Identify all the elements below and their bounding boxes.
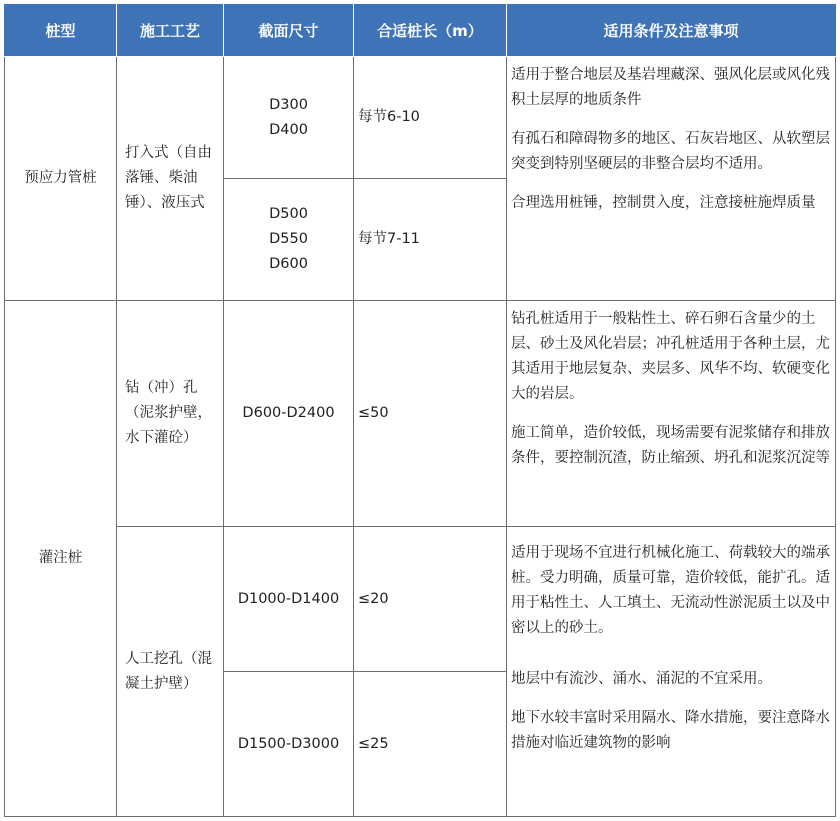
section-cell: D1500-D3000	[224, 672, 354, 817]
section-cell: D1000-D1400	[224, 527, 354, 672]
pile-type-table	[4, 4, 836, 817]
length-cell: ≤50	[354, 301, 507, 527]
pile-type-prestressed: 预应力管桩	[5, 57, 117, 301]
header-pile-type: 桩型	[5, 5, 117, 57]
condition-text: 钻孔桩适用于一般粘性土、碎石卵石含量少的土层、砂土及风化岩层；冲孔桩适用于各种土层，尤其适用于地层复杂、夹层多、风华不均、软硬变化大的岩层。	[511, 311, 830, 402]
section-cell: D600-D2400	[224, 301, 354, 527]
header-row	[5, 5, 836, 57]
table-row	[5, 301, 836, 527]
length-cell: 每节6-10	[354, 57, 507, 179]
condition-text: 施工简单，造价较低，现场需要有泥浆储存和排放条件，要控制沉渣，防止缩颈、坍孔和泥浆沉淀等	[511, 425, 830, 466]
pile-type-cast-in-place: 灌注桩	[5, 301, 117, 817]
section-value: D600	[269, 256, 308, 272]
header-process: 施工工艺	[117, 5, 224, 57]
section-cell	[224, 179, 354, 301]
conditions-cell	[507, 527, 836, 817]
section-value: D300	[269, 96, 308, 113]
length-cell: ≤25	[354, 672, 507, 817]
table-row	[5, 57, 836, 179]
section-value: D500	[269, 206, 308, 222]
section-cell	[224, 57, 354, 179]
conditions-cell	[507, 57, 836, 301]
condition-text: 地层中有流沙、涌水、涌泥的不宜采用。	[511, 671, 772, 687]
header-pile-length: 合适桩长（m）	[354, 5, 507, 57]
section-value: D550	[269, 231, 308, 247]
section-value: D400	[269, 121, 308, 138]
table-row	[5, 527, 836, 672]
condition-text: 地下水较丰富时采用隔水、降水措施，要注意降水措施对临近建筑物的影响	[511, 710, 830, 751]
conditions-cell	[507, 301, 836, 527]
condition-text: 合理选用桩锤，控制贯入度，注意接桩施焊质量	[511, 195, 816, 211]
condition-text: 适用于整合地层及基岩埋藏深、强风化层或风化残积土层厚的地质条件	[511, 67, 830, 108]
length-cell: ≤20	[354, 527, 507, 672]
condition-text: 有孤石和障碍物多的地区、石灰岩地区、从软塑层突变到特别坚硬层的非整合层均不适用。	[511, 131, 830, 172]
header-conditions: 适用条件及注意事项	[507, 5, 836, 57]
length-cell: 每节7-11	[354, 179, 507, 301]
header-section-size: 截面尺寸	[224, 5, 354, 57]
process-manual-dug: 人工挖孔（混凝土护壁）	[117, 527, 224, 817]
pile-table-wrapper	[4, 4, 836, 817]
process-driven: 打入式（自由落锤、柴油锤）、液压式	[117, 57, 224, 301]
condition-text: 适用于现场不宜进行机械化施工、荷载较大的端承桩。受力明确，质量可靠，造价较低，能扩孔。适用于粘性土、人工填土、无流动性淤泥质土以及中密以上的砂土。	[511, 545, 830, 636]
process-drilled: 钻（冲）孔（泥浆护壁，水下灌砼）	[117, 301, 224, 527]
